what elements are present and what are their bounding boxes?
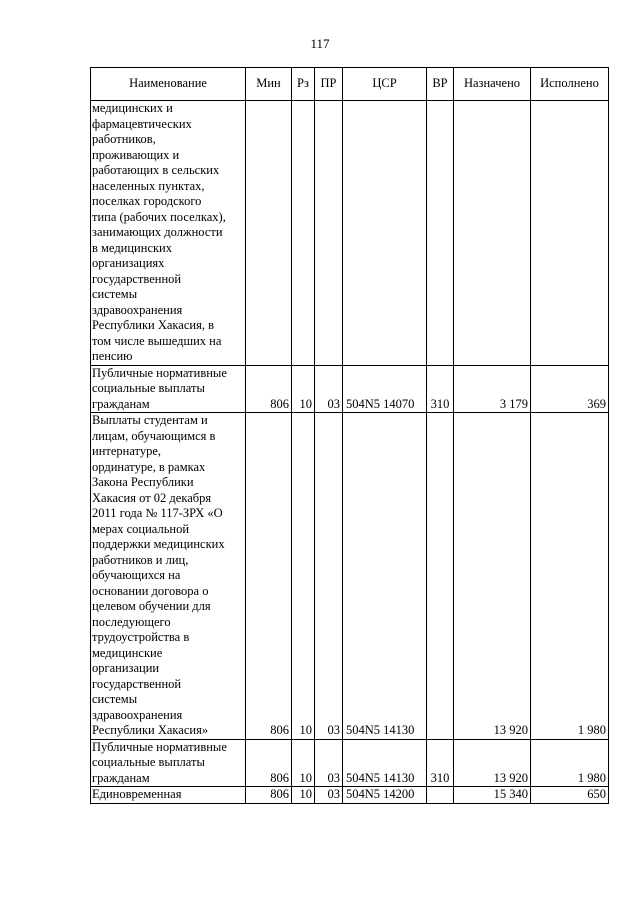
cell-pr: 03 xyxy=(315,413,343,740)
cell-name: Выплаты студентам и лицам, обучающимся в интернатуре, ординатуре, в рамках Закона Республики Хакасия от 02 декабря 2011 года № 117-ЗРХ «О мерах социальной поддержки медицинских работников и лиц, обучающихся на основании договора о целевом обучении для последующего трудоустройства в медицинские организации государственной системы здравоохранения Республики Хакасия» xyxy=(91,413,246,740)
cell-pr xyxy=(315,101,343,366)
table-row xyxy=(91,739,609,787)
cell-vr xyxy=(427,413,454,740)
cell-rz: 10 xyxy=(292,739,315,787)
cell-min: 806 xyxy=(246,787,292,804)
budget-table xyxy=(90,67,609,804)
cell-min: 806 xyxy=(246,365,292,413)
cell-csr: 504N5 14070 xyxy=(343,365,427,413)
header-vr: ВР xyxy=(427,68,454,101)
cell-executed xyxy=(531,101,609,366)
cell-min: 806 xyxy=(246,413,292,740)
cell-executed: 650 xyxy=(531,787,609,804)
cell-csr xyxy=(343,101,427,366)
cell-pr: 03 xyxy=(315,739,343,787)
table-row xyxy=(91,787,609,804)
cell-rz xyxy=(292,101,315,366)
header-csr: ЦСР xyxy=(343,68,427,101)
cell-name: Публичные нормативные социальные выплаты гражданам xyxy=(91,365,246,413)
cell-assigned: 3 179 xyxy=(454,365,531,413)
cell-csr: 504N5 14130 xyxy=(343,413,427,740)
cell-min: 806 xyxy=(246,739,292,787)
header-name: Наименование xyxy=(91,68,246,101)
header-executed: Исполнено xyxy=(531,68,609,101)
header-min: Мин xyxy=(246,68,292,101)
page-number: 117 xyxy=(310,36,330,51)
cell-assigned: 15 340 xyxy=(454,787,531,804)
cell-vr: 310 xyxy=(427,365,454,413)
cell-assigned xyxy=(454,101,531,366)
header-pr: ПР xyxy=(315,68,343,101)
cell-csr: 504N5 14200 xyxy=(343,787,427,804)
cell-name: Единовременная xyxy=(91,787,246,804)
cell-pr: 03 xyxy=(315,365,343,413)
cell-vr xyxy=(427,101,454,366)
cell-assigned: 13 920 xyxy=(454,413,531,740)
cell-rz: 10 xyxy=(292,787,315,804)
cell-executed: 1 980 xyxy=(531,739,609,787)
table-row xyxy=(91,101,609,366)
table-row xyxy=(91,413,609,740)
cell-assigned: 13 920 xyxy=(454,739,531,787)
cell-pr: 03 xyxy=(315,787,343,804)
cell-vr xyxy=(427,787,454,804)
header-row xyxy=(91,68,609,101)
header-rz: Рз xyxy=(292,68,315,101)
cell-name: Публичные нормативные социальные выплаты гражданам xyxy=(91,739,246,787)
table-row xyxy=(91,365,609,413)
header-assigned: Назначено xyxy=(454,68,531,101)
cell-rz: 10 xyxy=(292,365,315,413)
cell-executed: 1 980 xyxy=(531,413,609,740)
cell-rz: 10 xyxy=(292,413,315,740)
cell-name: медицинских и фармацевтических работников, проживающих и работающих в сельских населенных пунктах, поселках городского типа (рабочих поселках), занимающих должности в медицинских организациях государственной системы здравоохранения Республики Хакасия, в том числе вышедших на пенсию xyxy=(91,101,246,366)
cell-executed: 369 xyxy=(531,365,609,413)
cell-csr: 504N5 14130 xyxy=(343,739,427,787)
cell-vr: 310 xyxy=(427,739,454,787)
cell-min xyxy=(246,101,292,366)
